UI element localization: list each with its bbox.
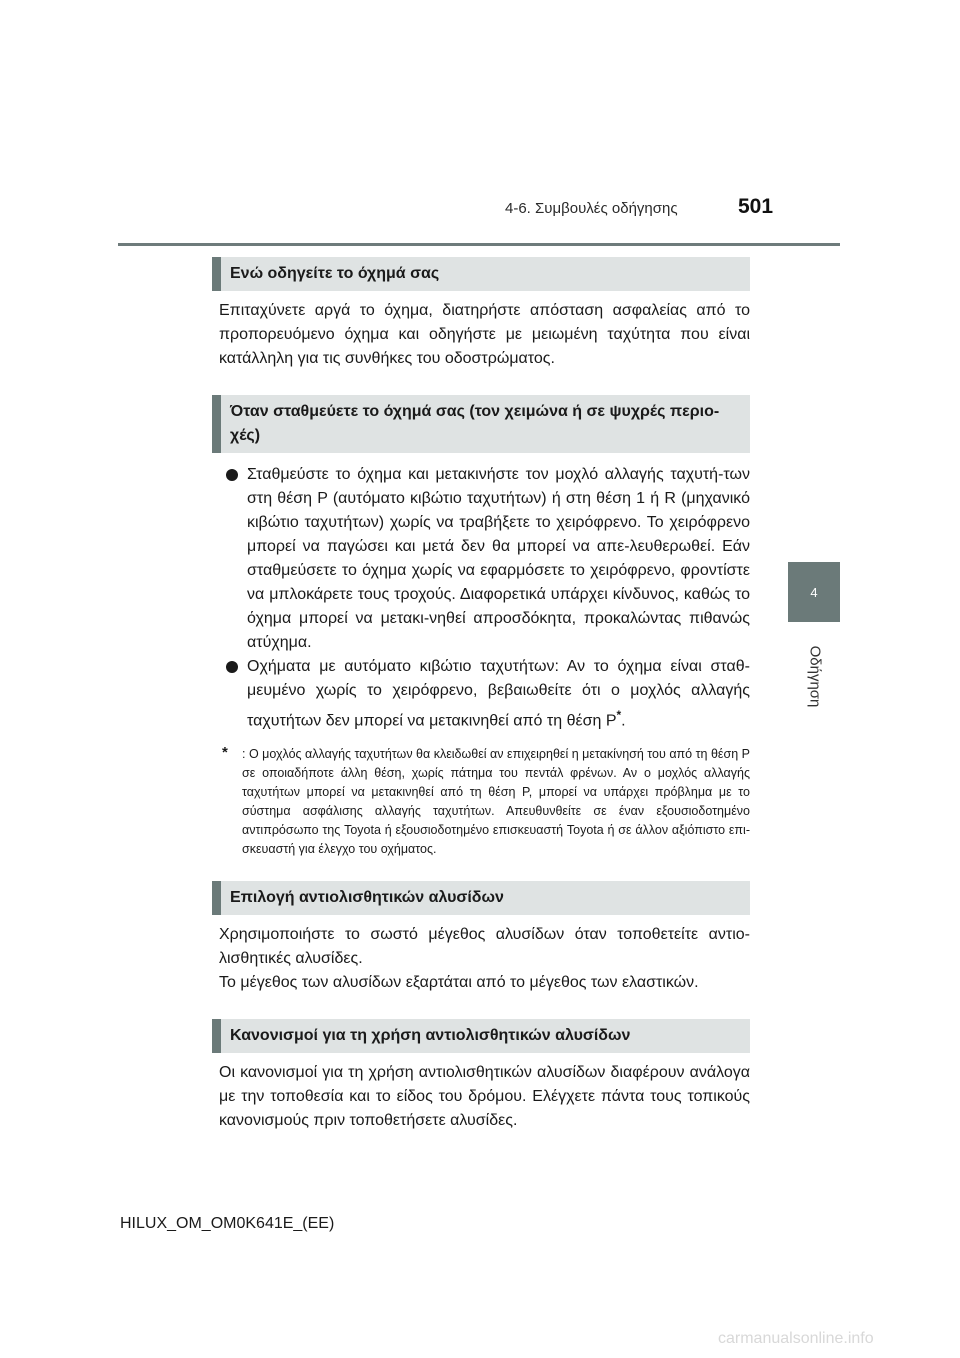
chapter-tab[interactable]	[788, 562, 840, 622]
document-id: HILUX_OM_OM0K641E_(EE)	[120, 1215, 335, 1232]
footnote-marker: *	[222, 744, 228, 762]
bullet-text: Οχήματα με αυτόματο κιβώτιο ταχυτήτων: Αν το όχημα είναι σταθ-μευμένο χωρίς το χειρόφρενο, βεβαιωθείτε ότι ο μοχλός αλλαγής ταχυτήτων δεν μπορεί να μετακινηθεί από τη θέση P	[247, 658, 750, 730]
section-title: Επιλογή αντιολισθητικών αλυσίδων	[212, 881, 750, 915]
header-section-title: 4-6. Συμβουλές οδήγησης	[505, 200, 678, 217]
section-paragraph: Οι κανονισμοί για τη χρήση αντιολισθητικών αλυσίδων διαφέρουν ανάλογα με την τοποθεσία και το είδος του δρόμου. Ελέγχετε πάντα τους τοπικούς κανονισμούς πριν τοποθετήσετε αλυσίδες.	[219, 1064, 750, 1130]
section-chain-selection	[212, 881, 750, 995]
section-chain-regulations	[212, 1019, 750, 1133]
section-paragraph: Το μέγεθος των αλυσίδων εξαρτάται από το μέγεθος των ελαστικών.	[219, 974, 699, 992]
bullet-text: Σταθμεύστε το όχημα και μετακινήστε τον μοχλό αλλαγής ταχυτή-των στη θέση P (αυτόματο κιβώτιο ταχυτήτων) ή στη θέση 1 ή R (μηχανικό κιβώτιο ταχυτήτων) χωρίς να τραβήξετε το χειρόφρενο. Το χειρόφρενο μπορεί να παγώσει και μετά δεν θα μπορεί να απε-λευθερωθεί. Εάν σταθμεύσετε το όχημα χωρίς να εφαρμόσετε το χειρόφρενο, φροντίστε να μπλοκάρετε τους τροχούς. Διαφορετικά υπάρχει κίνδυνος, καθώς το όχημα μπορεί να μετακι-νηθεί απροσδόκητα, προκαλώντας πιθανώς ατύχημα.	[247, 466, 750, 651]
bullet-dot-icon	[226, 661, 238, 673]
bullet-dot-icon	[226, 469, 238, 481]
section-paragraph: Χρησιμοποιήστε το σωστό μέγεθος αλυσίδων όταν τοποθετείτε αντιο-λισθητικές αλυσίδες.	[219, 926, 750, 968]
section-driving	[212, 257, 750, 371]
section-parking	[212, 395, 750, 859]
page-number: 501	[738, 195, 774, 218]
chapter-label	[805, 636, 825, 716]
list-item	[212, 463, 750, 655]
page-content	[212, 257, 750, 1133]
chapter-label-text: Οδήγηση	[806, 645, 824, 707]
section-title: Κανονισμοί για τη χρήση αντιολισθητικών αλυσίδων	[212, 1019, 750, 1053]
bullet-end: .	[621, 712, 626, 730]
footnote	[212, 745, 750, 859]
list-item	[212, 655, 750, 733]
section-title: Όταν σταθμεύετε το όχημά σας (τον χειμώνα ή σε ψυχρές περιο-χές)	[212, 395, 750, 453]
header-divider	[118, 243, 840, 246]
bullet-list	[212, 463, 750, 733]
section-paragraph: Επιταχύνετε αργά το όχημα, διατηρήστε απόσταση ασφαλείας από το προπορευόμενο όχημα και οδηγήστε με μειωμένη ταχύτητα που είναι κατάλληλη για τις συνθήκες του οδοστρώματος.	[219, 302, 750, 367]
footnote-text: : Ο μοχλός αλλαγής ταχυτήτων θα κλειδωθεί αν επιχειρηθεί η μετακίνησή του από τη θέση P σε οποιαδήποτε άλλη θέση, χωρίς πάτημα του πεντάλ φρένων. Αν ο μοχλός αλλαγής ταχυτήτων μπορεί να μετακινηθεί από τη θέση P, μπορεί να υπάρχει πρόβλημα με το σύστημα ασφάλισης αλλαγής ταχυτήτων. Απευθυνθείτε σε έναν εξουσιοδοτημένο αντιπρόσωπο της Toyota ή εξουσιοδοτημένο επισκευαστή Toyota ή σε άλλον αξιόπιστο επι-σκευαστή για έλεγχο του οχήματος.	[242, 747, 750, 857]
chapter-number: 4	[810, 584, 818, 600]
section-title: Ενώ οδηγείτε το όχημά σας	[212, 257, 750, 291]
footnote-reference: *	[616, 708, 622, 722]
watermark: carmanualsonline.info	[718, 1330, 874, 1347]
